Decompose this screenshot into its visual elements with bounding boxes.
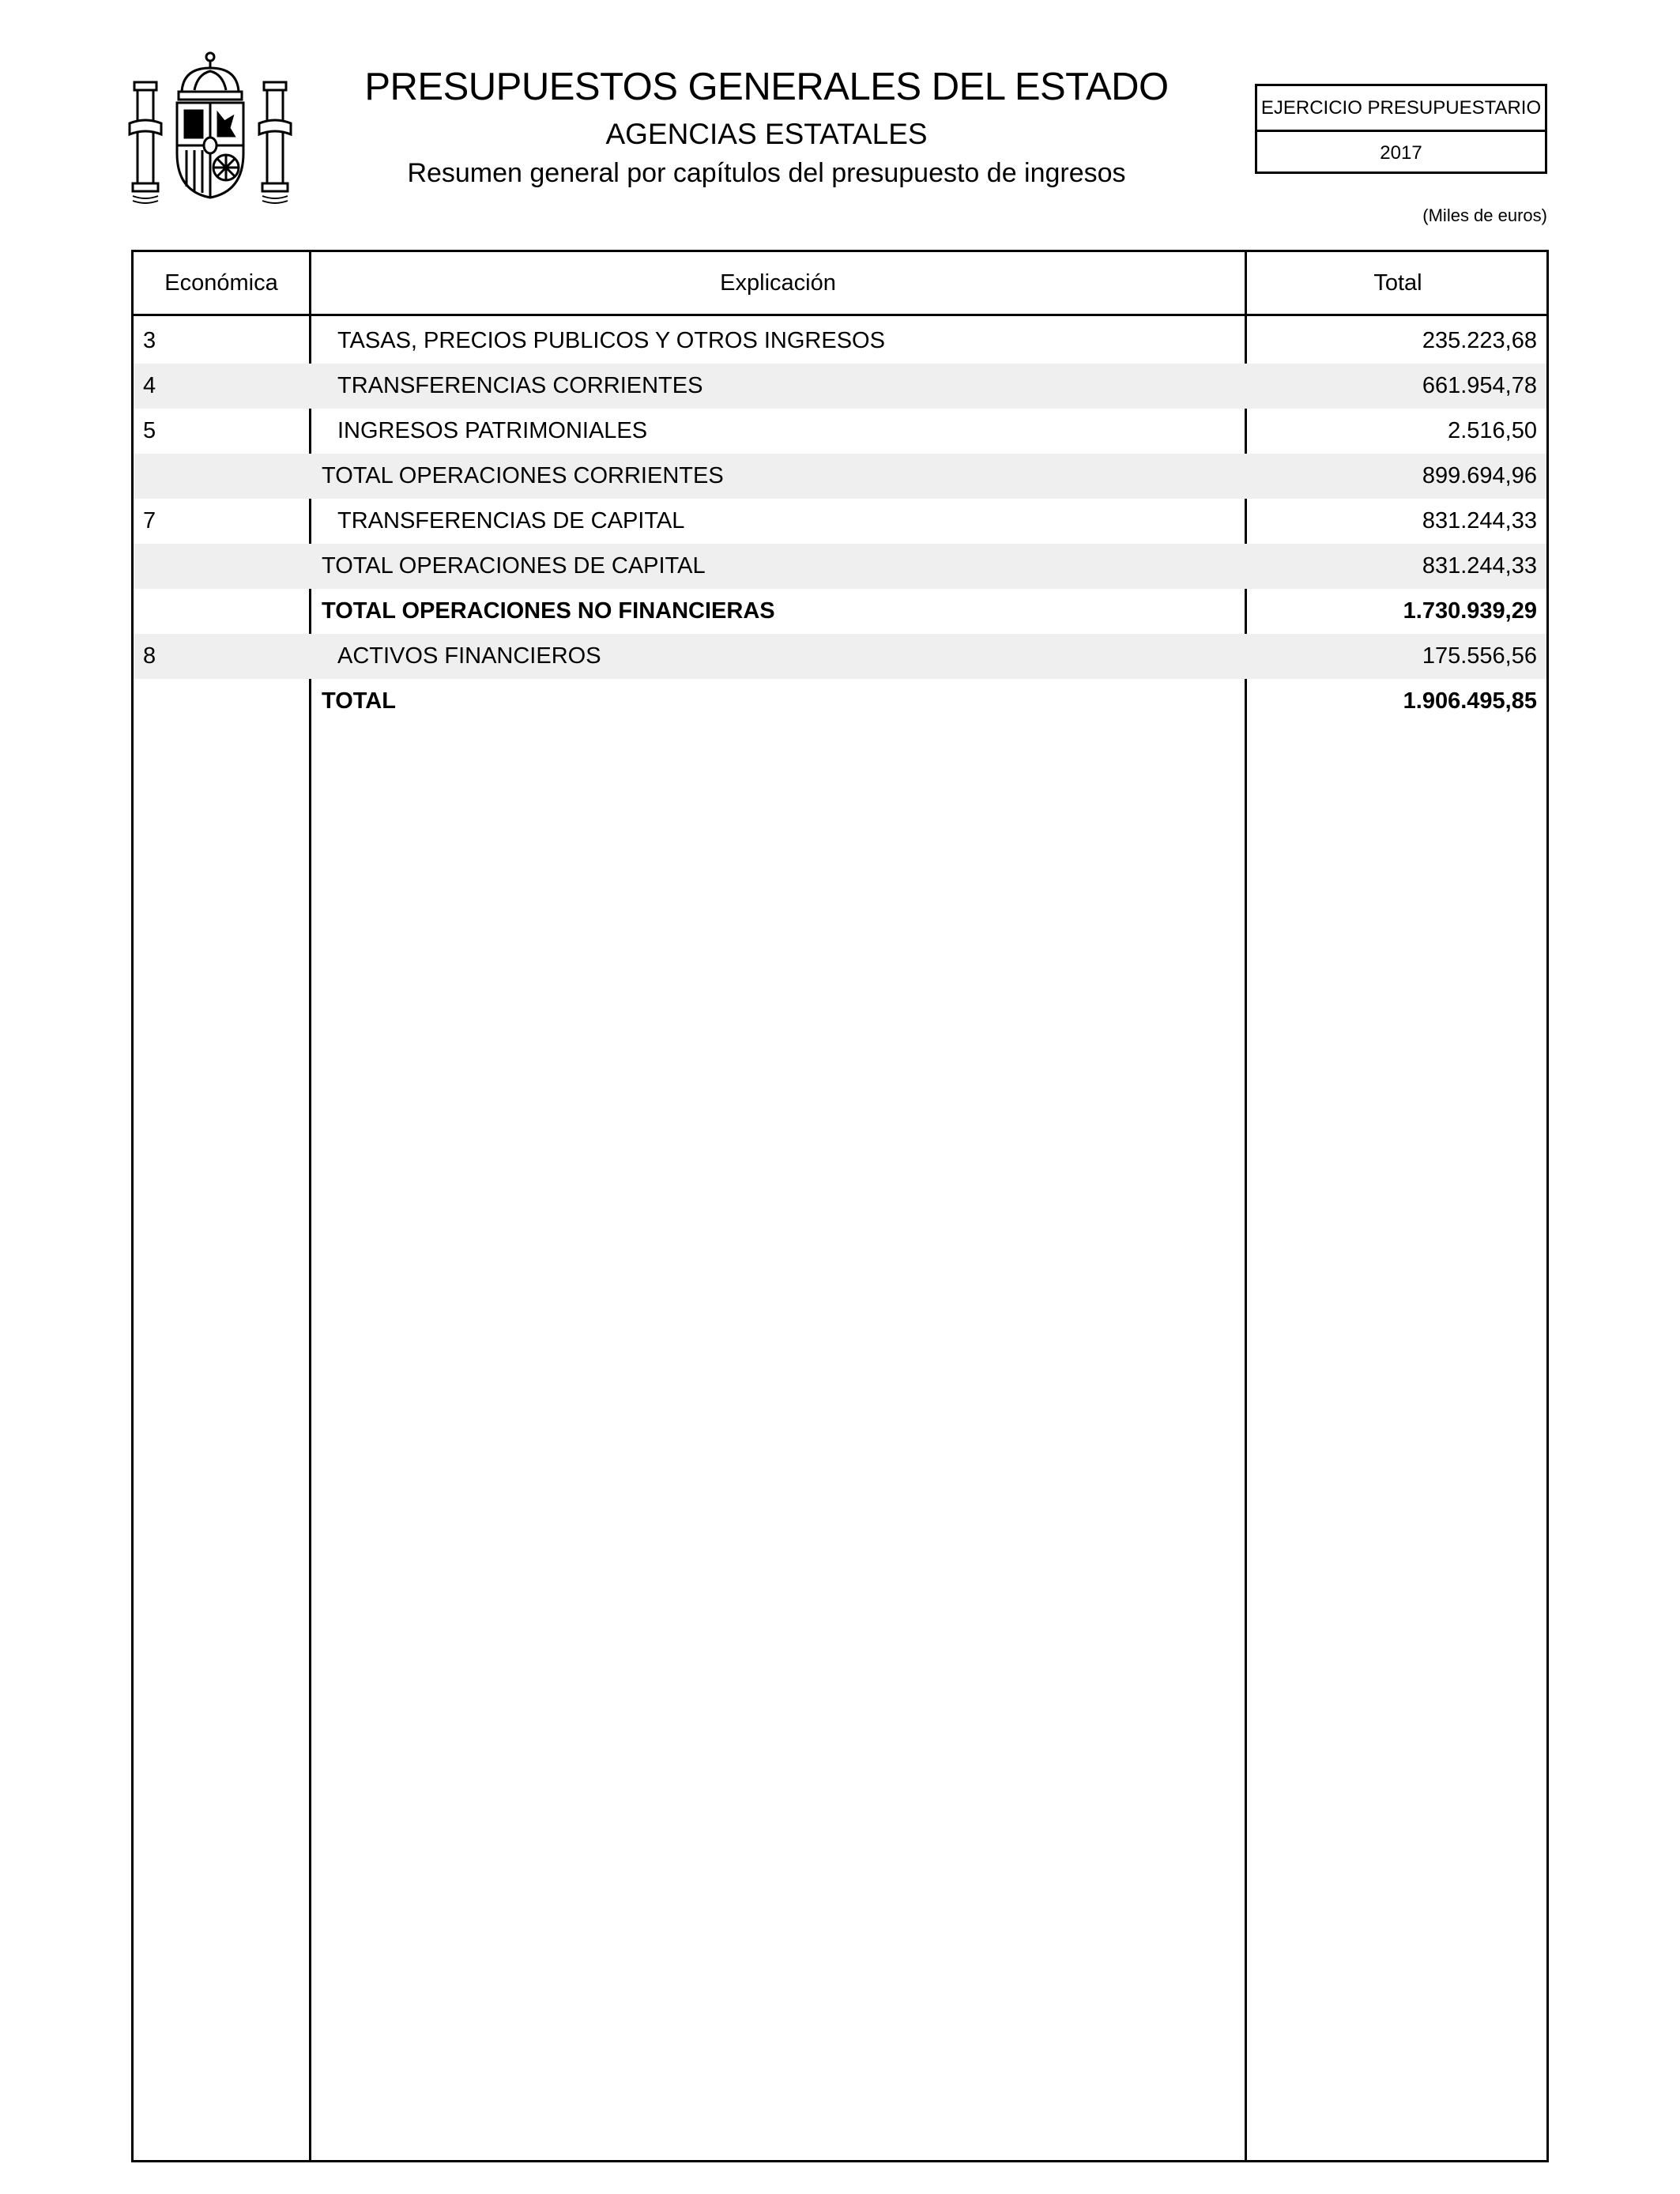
table-row (134, 544, 1546, 589)
ejercicio-label: EJERCICIO PRESUPUESTARIO (1257, 86, 1545, 132)
row-total: 1.730.939,29 (1403, 598, 1537, 624)
row-explicacion: TOTAL (322, 688, 396, 714)
table-row (134, 634, 1546, 679)
page-description: Resumen general por capítulos del presupuesto de ingresos (407, 158, 1126, 188)
header-economica: Económica (164, 270, 278, 296)
row-economica-code: 4 (143, 373, 156, 398)
row-explicacion: TASAS, PRECIOS PUBLICOS Y OTROS INGRESOS (337, 328, 885, 353)
row-total: 661.954,78 (1422, 373, 1537, 398)
row-explicacion: TRANSFERENCIAS CORRIENTES (337, 373, 703, 398)
row-total: 831.244,33 (1422, 508, 1537, 533)
ejercicio-box (1255, 84, 1547, 174)
table-row (134, 679, 1546, 724)
row-explicacion: TOTAL OPERACIONES NO FINANCIERAS (322, 598, 775, 624)
row-total: 175.556,56 (1422, 643, 1537, 669)
row-explicacion: TRANSFERENCIAS DE CAPITAL (337, 508, 685, 533)
table-row (134, 589, 1546, 634)
row-economica-code: 7 (143, 508, 156, 533)
ejercicio-value: 2017 (1380, 141, 1422, 164)
row-total: 2.516,50 (1448, 418, 1537, 443)
row-total: 899.694,96 (1422, 463, 1537, 488)
row-total: 1.906.495,85 (1403, 688, 1537, 714)
table-row (134, 409, 1546, 454)
row-explicacion: TOTAL OPERACIONES CORRIENTES (322, 463, 724, 488)
units-note: (Miles de euros) (1422, 205, 1547, 225)
budget-table (131, 250, 1549, 2162)
header-total: Total (1373, 270, 1422, 296)
table-row (134, 454, 1546, 499)
page-subtitle: AGENCIAS ESTATALES (605, 118, 928, 150)
table-row (134, 364, 1546, 409)
page-title: PRESUPUESTOS GENERALES DEL ESTADO (364, 66, 1169, 108)
row-explicacion: TOTAL OPERACIONES DE CAPITAL (322, 553, 706, 579)
row-total: 235.223,68 (1422, 328, 1537, 353)
row-economica-code: 3 (143, 328, 156, 353)
row-explicacion: INGRESOS PATRIMONIALES (337, 418, 648, 443)
table-row (134, 499, 1546, 544)
row-economica-code: 8 (143, 643, 156, 669)
table-body (134, 319, 1546, 724)
row-economica-code: 5 (143, 418, 156, 443)
row-explicacion: ACTIVOS FINANCIEROS (337, 643, 601, 669)
table-header (134, 252, 1546, 316)
table-row (134, 319, 1546, 364)
coat-of-arms-of-spain-icon (126, 51, 294, 205)
row-total: 831.244,33 (1422, 553, 1537, 579)
header-explicacion: Explicación (720, 270, 836, 296)
